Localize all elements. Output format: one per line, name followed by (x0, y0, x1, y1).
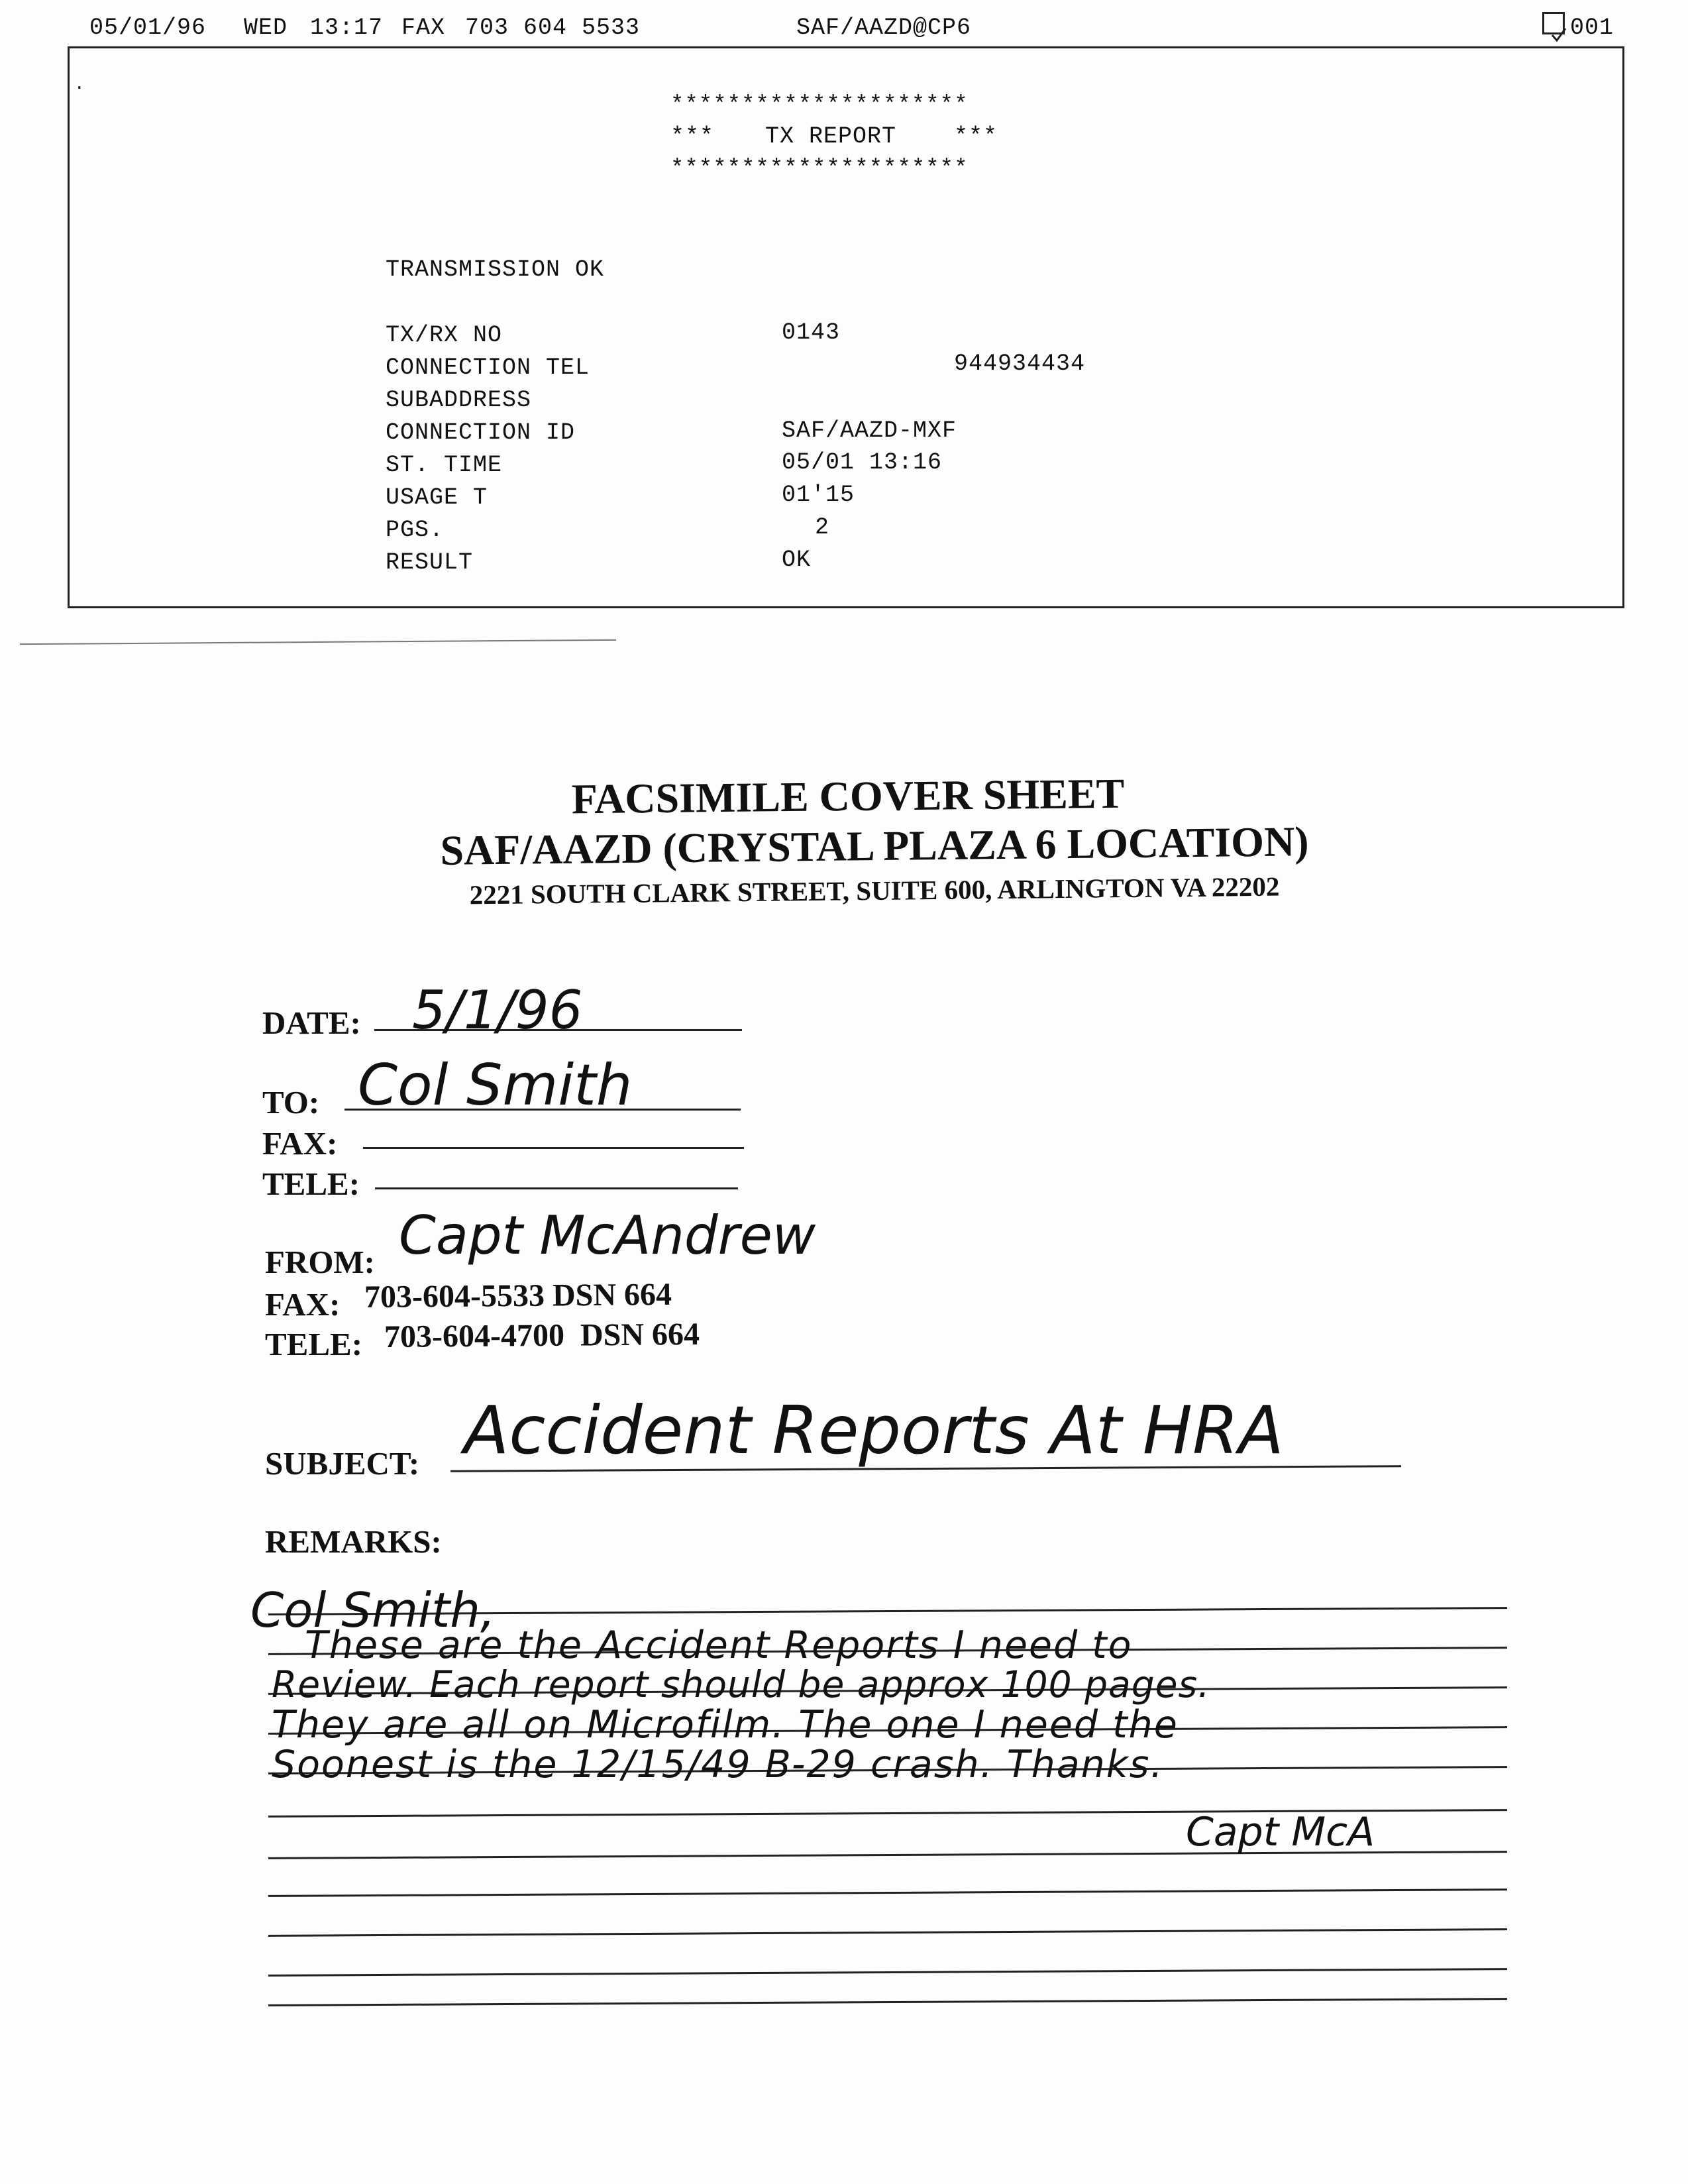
fax-line (363, 1147, 744, 1149)
tx-row-label: RESULT (386, 549, 474, 576)
subject-value: Accident Reports At HRA (464, 1392, 1284, 1469)
tx-row-value: 2 (815, 514, 830, 541)
tx-row-label: CONNECTION ID (386, 419, 576, 446)
tx-report-title-mark-left: *** (670, 123, 715, 150)
fax-header-fax-number: 703 604 5533 (465, 15, 641, 41)
cover-title: FACSIMILE COVER SHEET (571, 769, 1125, 823)
tx-report-stars-bottom: ********************* (670, 156, 969, 182)
fax-header-station: SAF/AAZD@CP6 (796, 15, 972, 41)
remarks-line-text: Soonest is the 12/15/49 B-29 crash. Thanks. (272, 1743, 1164, 1786)
fax-page-icon (1542, 12, 1565, 34)
to-value: Col Smith (358, 1052, 633, 1119)
fax-header-page: 001 (1570, 15, 1614, 41)
fax-header-day: WED (244, 15, 288, 41)
remarks-label: REMARKS: (265, 1523, 442, 1560)
remarks-line-text: They are all on Microfilm. The one I need the (272, 1703, 1179, 1747)
fax-header-time: 13:17 (310, 15, 384, 41)
to-label: TO: (262, 1084, 320, 1120)
tx-row-value: 01'15 (782, 482, 855, 508)
fax-label: FAX: (262, 1125, 338, 1162)
tx-report-stars-top: ********************* (670, 93, 969, 118)
tx-status: TRANSMISSION OK (386, 256, 605, 283)
from-tele-label: TELE: (265, 1326, 363, 1362)
fax-header-fax-label: FAX (401, 15, 446, 41)
remarks-line-text: These are the Accident Reports I need to (305, 1623, 1133, 1667)
remarks-line (268, 1998, 1507, 2006)
remarks-line (268, 1888, 1507, 1897)
tx-row-label: TX/RX NO (386, 322, 503, 349)
subject-label: SUBJECT: (265, 1445, 420, 1482)
remarks-line (268, 1928, 1507, 1937)
tx-row-label: CONNECTION TEL (386, 355, 590, 381)
tele-line (375, 1187, 738, 1189)
tx-report-title-mark-right: *** (954, 123, 998, 150)
scan-speck: . (74, 74, 85, 94)
tele-label: TELE: (262, 1166, 360, 1202)
tx-row-label: PGS. (386, 517, 445, 543)
date-value: 5/1/96 (412, 979, 583, 1041)
tx-row-label: ST. TIME (386, 452, 503, 478)
signature: Capt McA (1186, 1809, 1375, 1855)
from-fax-label: FAX: (265, 1286, 341, 1323)
from-label: FROM: (265, 1244, 375, 1280)
cover-office: SAF/AAZD (CRYSTAL PLAZA 6 LOCATION) (440, 818, 1309, 874)
tx-row-value: 05/01 13:16 (782, 449, 943, 476)
tx-report-title: TX REPORT (765, 123, 897, 150)
tx-row-value: SAF/AAZD-MXF (782, 417, 957, 444)
remarks-line-text: Col Smith, (250, 1582, 496, 1638)
tx-row-value: 0143 (782, 319, 841, 346)
tx-row-label: USAGE T (386, 484, 488, 511)
from-tele-value: 703-604-4700 DSN 664 (384, 1316, 700, 1355)
cover-address: 2221 SOUTH CLARK STREET, SUITE 600, ARLINGTON VA 22202 (469, 871, 1280, 910)
from-fax-value: 703-604-5533 DSN 664 (364, 1276, 672, 1315)
fax-header-date: 05/01/96 (89, 15, 207, 41)
date-label: DATE: (262, 1005, 361, 1041)
tx-row-value: OK (782, 547, 812, 573)
tx-row-value: 944934434 (954, 351, 1086, 377)
remarks-line (268, 1968, 1507, 1977)
from-value: Capt McAndrew (399, 1205, 816, 1266)
tx-row-label: SUBADDRESS (386, 387, 532, 413)
page-cut-line (20, 639, 616, 645)
remarks-line-text: Review. Each report should be approx 100 pages. (272, 1663, 1210, 1706)
